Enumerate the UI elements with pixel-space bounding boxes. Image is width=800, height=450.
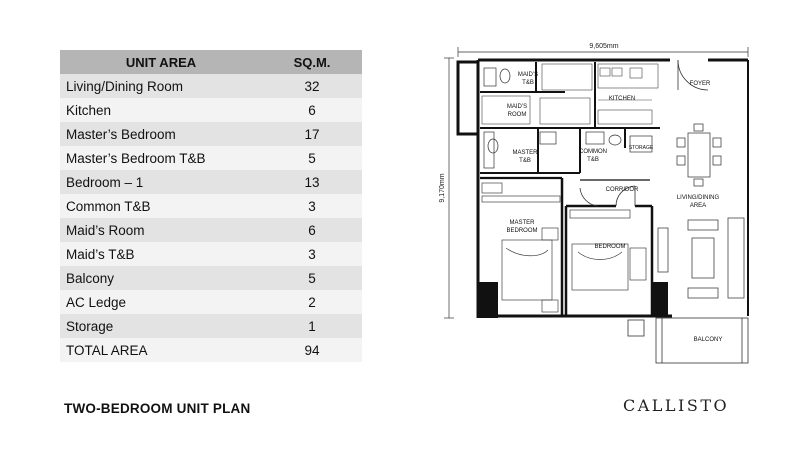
label-corridor: CORRIDOR [605, 187, 639, 193]
walls [458, 60, 748, 318]
label-living-dining-1: LIVING/DINING [676, 195, 720, 201]
unit-area-table [60, 50, 362, 362]
table-row [60, 266, 362, 290]
area-sqm: 2 [262, 290, 362, 314]
total-area-label: TOTAL AREA [60, 338, 262, 362]
area-sqm: 32 [262, 74, 362, 98]
area-name: Storage [60, 314, 262, 338]
table-row [60, 74, 362, 98]
header-unit-area: UNIT AREA [60, 50, 262, 74]
area-sqm: 13 [262, 170, 362, 194]
width-dim-label: 9,605mm [589, 43, 619, 50]
label-master-bedroom-1: MASTER [509, 220, 535, 226]
area-sqm: 3 [262, 194, 362, 218]
table-row [60, 170, 362, 194]
label-maids-room-1: MAID’S [506, 104, 528, 110]
area-name: Maid’s Room [60, 218, 262, 242]
area-sqm: 5 [262, 146, 362, 170]
area-name: Master’s Bedroom T&B [60, 146, 262, 170]
area-name: Common T&B [60, 194, 262, 218]
height-dim-label: 9,170mm [439, 173, 446, 203]
label-common-tb-2: T&B [587, 157, 599, 163]
dining-table [677, 124, 721, 186]
table-row [60, 194, 362, 218]
living-furniture [658, 218, 744, 298]
label-master-tb-2: T&B [519, 158, 531, 164]
total-area-value: 94 [262, 338, 362, 362]
area-name: Master’s Bedroom [60, 122, 262, 146]
area-sqm: 6 [262, 218, 362, 242]
room-labels [506, 72, 722, 343]
label-maids-tb-1: MAID’S [517, 72, 539, 78]
area-sqm: 3 [262, 242, 362, 266]
area-sqm: 6 [262, 98, 362, 122]
label-storage: STORAGE [628, 145, 654, 151]
plan-title: TWO-BEDROOM UNIT PLAN [64, 401, 251, 416]
label-bedroom: BEDROOM [594, 244, 626, 250]
label-living-dining-2: AREA [689, 203, 707, 209]
label-foyer: FOYER [689, 81, 711, 87]
label-kitchen: KITCHEN [608, 96, 636, 102]
balcony [628, 318, 748, 363]
area-name: Bedroom – 1 [60, 170, 262, 194]
area-name: Balcony [60, 266, 262, 290]
table-row-total [60, 338, 362, 362]
table-row [60, 122, 362, 146]
brand-logo: CALLISTO [623, 396, 730, 415]
bathroom-fixtures [484, 68, 652, 168]
floor-plan [430, 38, 760, 373]
label-maids-room-2: ROOM [507, 112, 527, 118]
table-row [60, 314, 362, 338]
label-master-tb-1: MASTER [512, 150, 538, 156]
table-row [60, 218, 362, 242]
label-maids-tb-2: T&B [522, 80, 534, 86]
area-sqm: 1 [262, 314, 362, 338]
area-name: Maid’s T&B [60, 242, 262, 266]
label-common-tb-1: COMMON [579, 149, 607, 155]
label-balcony: BALCONY [693, 337, 723, 343]
table-row [60, 242, 362, 266]
area-name: Kitchen [60, 98, 262, 122]
table-header-row [60, 50, 362, 74]
table-row [60, 290, 362, 314]
area-name: AC Ledge [60, 290, 262, 314]
header-sqm: SQ.M. [262, 50, 362, 74]
area-sqm: 17 [262, 122, 362, 146]
area-name: Living/Dining Room [60, 74, 262, 98]
table-row [60, 146, 362, 170]
label-master-bedroom-2: BEDROOM [506, 228, 538, 234]
table-row [60, 98, 362, 122]
area-sqm: 5 [262, 266, 362, 290]
